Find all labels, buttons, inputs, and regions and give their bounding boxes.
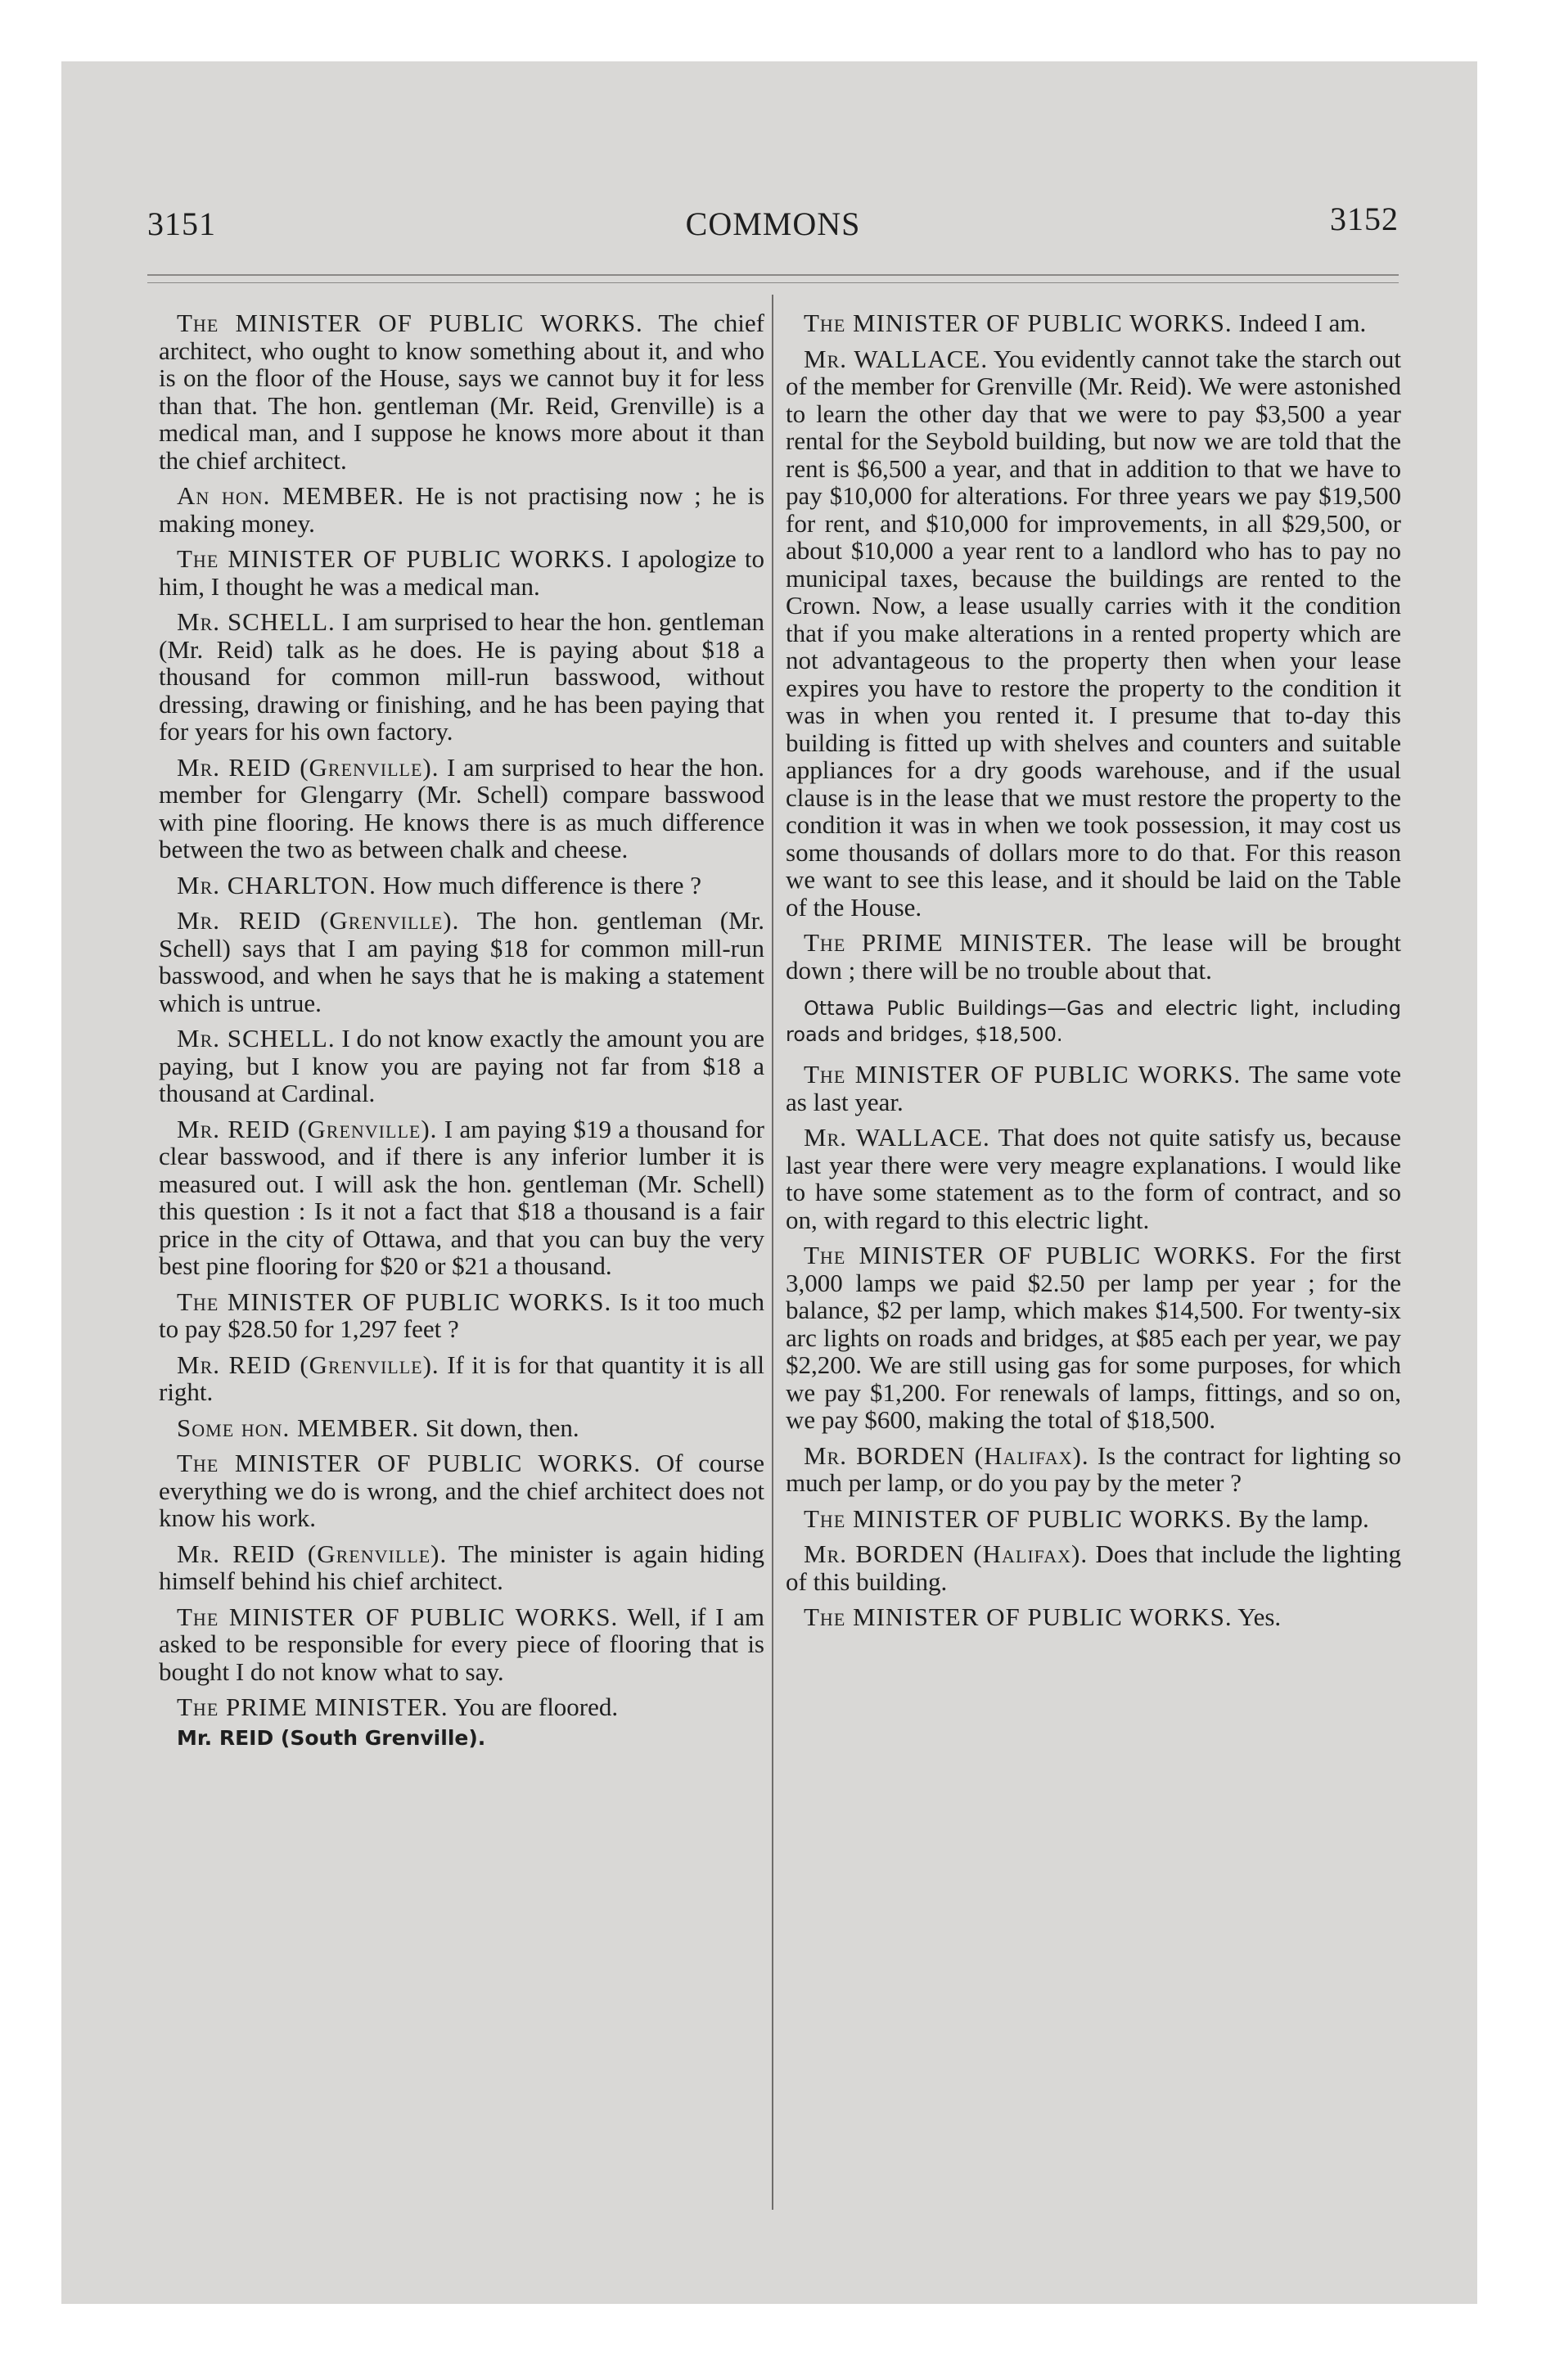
speech-text: How much difference is there ?	[382, 870, 701, 899]
speech-text: Indeed I am.	[1238, 309, 1367, 337]
speaker: Mr. BORDEN (Halifax).	[804, 1440, 1089, 1470]
speech	[786, 1124, 1401, 1233]
header-rule-thin	[147, 282, 1399, 283]
column-divider	[772, 295, 773, 2210]
speech-text: I am surprised to hear the hon. gentleman (Mr. Reid) talk as he does. He is paying about $18 a thousand for common mill-run basswood, without dressing, drawing or finishing, and he has been paying that for years for his own factory.	[159, 607, 764, 746]
speech-text: The chief architect, who ought to know something about it, and who is on the floor of the House, says we cannot buy it for less than that. The hon. gentleman (Mr. Reid, Grenville) is a medical man, and I suppose he knows more about it than the chief architect.	[159, 309, 764, 475]
speech-text: Does that include the lighting of this building.	[786, 1539, 1402, 1596]
vote-item: Ottawa Public Buildings—Gas and electric light, including roads and bridges, $18,500.	[786, 997, 1401, 1046]
speech-text: That does not quite satisfy us, because last year there were very meagre explanations. I would like to have some statement as to the form of contract, and so on, with regard to this electric light.	[786, 1123, 1401, 1234]
continued-speaker: Mr. REID (South Grenville).	[177, 1725, 486, 1750]
speech	[159, 1414, 764, 1442]
speaker: The MINISTER OF PUBLIC WORKS.	[804, 1060, 1242, 1089]
speech	[159, 545, 764, 600]
speech	[786, 929, 1401, 984]
speaker: Mr. REID (Grenville).	[177, 906, 460, 935]
speech	[786, 1061, 1401, 1116]
speaker: The MINISTER OF PUBLIC WORKS.	[177, 1287, 612, 1316]
speech	[159, 907, 764, 1016]
speaker: Mr. WALLACE.	[804, 1123, 990, 1152]
speech-text: For the first 3,000 lamps we paid $2.50 per lamp per year ; for the balance, $2 per lamp, which makes $14,500. For twenty-six arc lights on roads and bridges, at $85 each per year, we pay $2,200. We are still using gas for some purposes, for which we pay $1,200. For renewals of lamps, fittings, and so on, we pay $600, making the total of $18,500.	[786, 1241, 1402, 1434]
speech	[159, 1351, 764, 1406]
speech	[159, 1025, 764, 1107]
page-header	[147, 201, 1399, 254]
speaker: Mr. SCHELL.	[177, 1024, 336, 1053]
speech	[159, 872, 764, 899]
speech-text: I apologize to him, I thought he was a medical man.	[159, 544, 764, 601]
right-column	[786, 309, 1401, 1639]
speech-text: Is it too much to pay $28.50 for 1,297 feet ?	[159, 1287, 764, 1343]
speaker: The PRIME MINISTER.	[177, 1693, 448, 1721]
speech	[159, 754, 764, 863]
speaker: The PRIME MINISTER.	[804, 928, 1093, 957]
speech	[786, 1442, 1401, 1497]
speech	[786, 345, 1401, 922]
speech	[786, 1603, 1401, 1631]
speech-text: Of course everything we do is wrong, and the chief architect does not know his work.	[159, 1449, 764, 1532]
speaker: An hon. MEMBER.	[177, 481, 405, 510]
speaker: Mr. SCHELL.	[177, 607, 336, 636]
left-column	[159, 309, 764, 1760]
running-title: COMMONS	[685, 205, 861, 242]
speaker: The MINISTER OF PUBLIC WORKS.	[177, 544, 613, 573]
speech-text: I am paying $19 a thousand for clear basswood, and if there is any inferior lumber it is measured out. I will ask the hon. gentleman (Mr. Schell) this question : Is it not a fact that $18 a thousand is a fair price in the city of Ottawa, and that you can buy the very best pine flooring for $20 or $21 a thousand.	[159, 1114, 765, 1280]
speaker: The MINISTER OF PUBLIC WORKS.	[177, 1602, 619, 1631]
speech-text: You evidently cannot take the starch out of the member for Grenville (Mr. Reid). We were astonished to learn the other day that we were to pay $3,500 a year rental for the Seybold building, but now we are told that the rent is $6,500 a year, and that in addition to that we have to pay $10,000 for alterations. For three years we pay $19,500 for rent, and $10,000 for improvements, in all $29,500, or about $10,000 a year rent to a landlord who has to pay no municipal taxes, because the buildings are rented to the Crown. Now, a lease usually carries with it the condition that if you make alterations in a rented property which are not advantageous to the property then when your lease expires you have to restore the property to the condition it was in when you rented it. I presume that to-day this building is fitted up with shelves and counters and suitable appliances for a dry goods warehouse, and if the usual clause is in the lease that we must restore the property to the condition it was in when we took possession, it may cost us some thousands of dollars more to do that. For this reason we want to see this lease, and it should be laid on the Table of the House.	[786, 344, 1401, 922]
speech-text: I do not know exactly the amount you are paying, but I know you are paying not far from $18 a thousand at Cardinal.	[159, 1024, 765, 1107]
speaker: Mr. REID (Grenville).	[177, 1539, 448, 1568]
speech-text: He is not practising now ; he is making money.	[159, 481, 765, 538]
speech-text: I am surprised to hear the hon. member for Glengarry (Mr. Schell) compare basswood with pine flooring. He knows there is as much difference between the two as between chalk and cheese.	[159, 752, 765, 863]
speaker: Mr. REID (Grenville).	[177, 1350, 439, 1379]
speech	[159, 1449, 764, 1532]
speaker: Mr. WALLACE.	[804, 344, 989, 373]
page-number-right: 3152	[1330, 201, 1399, 237]
speaker: The MINISTER OF PUBLIC WORKS.	[804, 1602, 1233, 1631]
speech-text: Well, if I am asked to be responsible for every piece of flooring that is bought I do not know what to say.	[159, 1602, 764, 1686]
speaker: The MINISTER OF PUBLIC WORKS.	[177, 1449, 642, 1477]
speech	[786, 1505, 1401, 1533]
speech-text: The hon. gentleman (Mr. Schell) says that I am paying $18 for common mill-run basswood, and when he says that he is making a statement which is untrue.	[159, 906, 764, 1017]
speech-text: The lease will be brought down ; there will be no trouble about that.	[786, 928, 1401, 985]
speech-text: The same vote as last year.	[786, 1060, 1401, 1116]
speech	[159, 309, 764, 474]
speech-text: If it is for that quantity it is all right.	[159, 1350, 765, 1406]
speech	[159, 1288, 764, 1343]
speaker: Mr. CHARLTON.	[177, 870, 376, 899]
speech-text: The minister is again hiding himself behind his chief architect.	[159, 1539, 765, 1595]
speech	[159, 1116, 764, 1280]
speech-text: Yes.	[1237, 1602, 1282, 1631]
speaker: The MINISTER OF PUBLIC WORKS.	[177, 309, 643, 337]
speaker: The MINISTER OF PUBLIC WORKS.	[804, 1503, 1233, 1533]
speech	[786, 1540, 1401, 1595]
header-rule	[147, 274, 1399, 276]
speaker: Mr. BORDEN (Halifax).	[804, 1539, 1089, 1568]
speaker: Mr. REID (Grenville).	[177, 752, 439, 782]
speaker: Some hon. MEMBER.	[177, 1413, 420, 1442]
speaker: Mr. REID (Grenville).	[177, 1114, 438, 1143]
speech-text: By the lamp.	[1238, 1503, 1369, 1533]
speaker: The MINISTER OF PUBLIC WORKS.	[804, 1241, 1257, 1269]
speech-text: You are floored.	[453, 1693, 619, 1721]
speech	[159, 482, 764, 537]
speech-text: Is the contract for lighting so much per lamp, or do you pay by the meter ?	[786, 1440, 1401, 1497]
speech	[159, 608, 764, 746]
page-number-left: 3151	[147, 205, 216, 242]
speech-text: Sit down, then.	[425, 1413, 579, 1442]
speech	[159, 1540, 764, 1595]
speech	[786, 309, 1401, 337]
speech	[159, 1693, 764, 1721]
speaker: The MINISTER OF PUBLIC WORKS.	[804, 309, 1233, 337]
speech	[159, 1603, 764, 1686]
speech	[786, 1242, 1401, 1434]
